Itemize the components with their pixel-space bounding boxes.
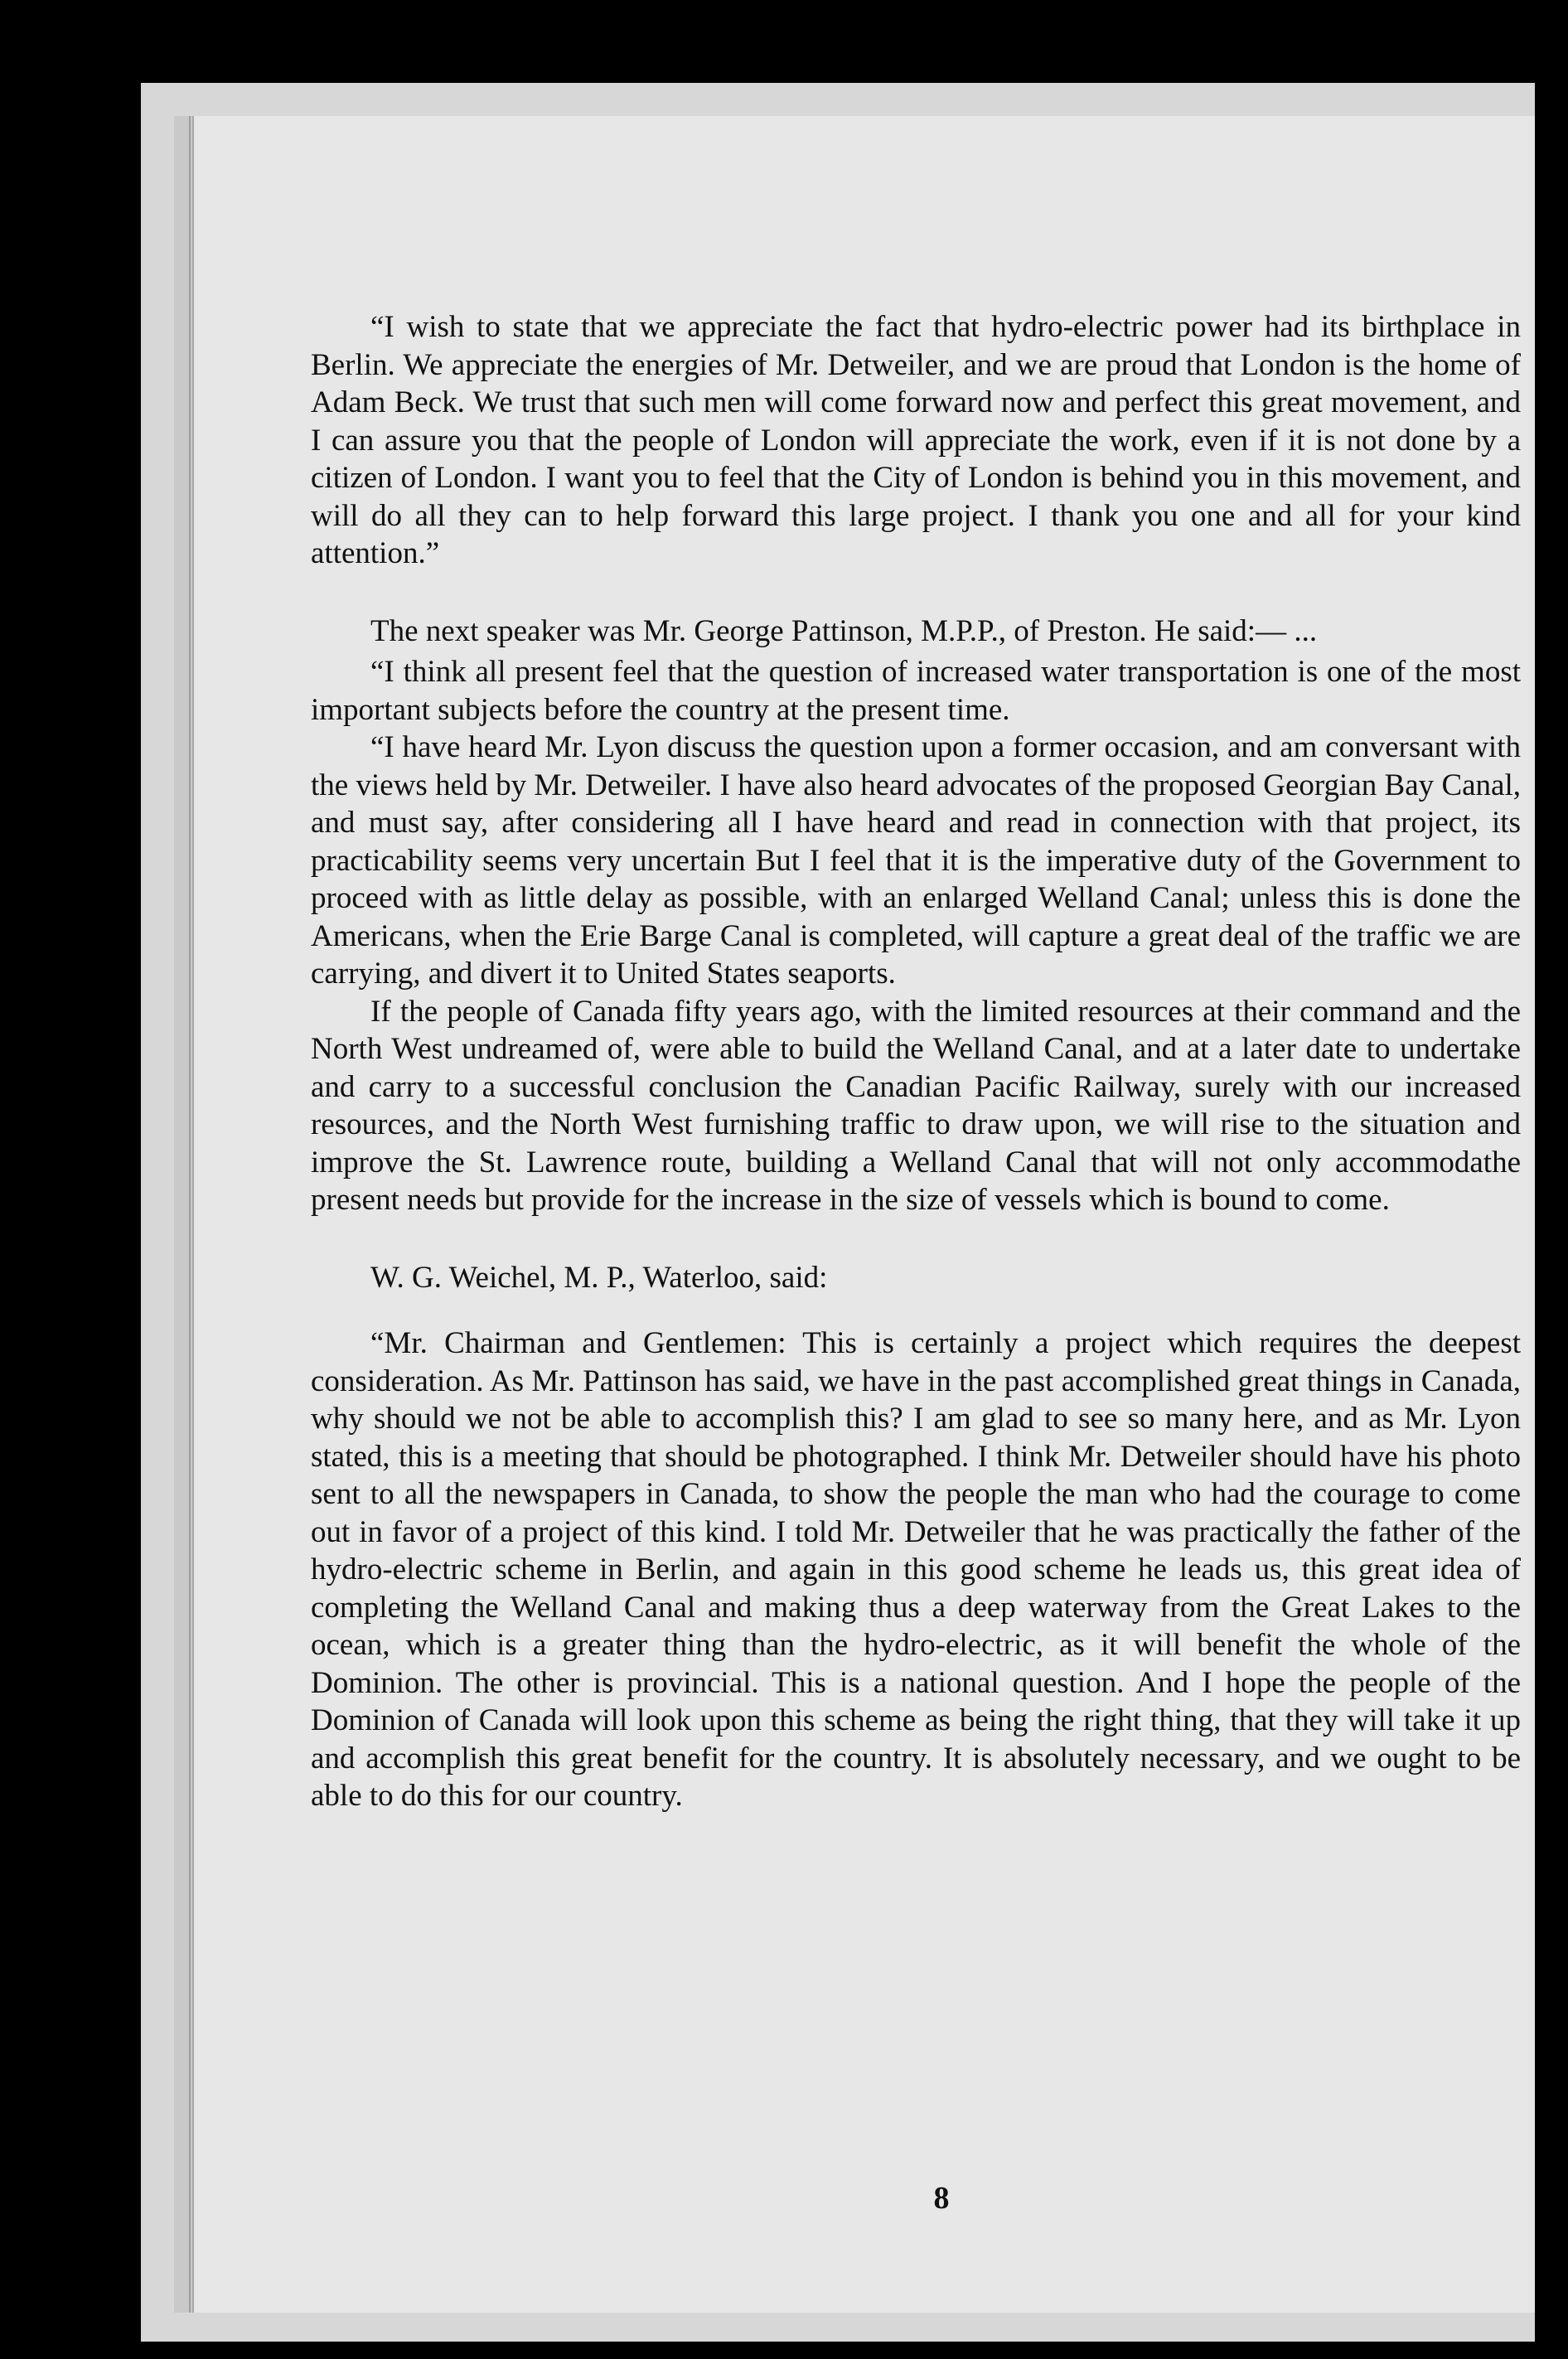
- document-body: [311, 308, 1521, 1815]
- quote-paragraph-weichel: “Mr. Chairman and Gentlemen: This is certainly a project which requires the deepest consideration. As Mr. Pattinson has said, we have in the past accomplished great things in Canada, why should we not be able to accomplish this? I am glad to see so many here, and as Mr. Lyon stated, this is a meeting that should be photographed. I think Mr. Detweiler should have his photo sent to all the newspapers in Canada, to show the people the man who had the courage to come out in favor of a project of this kind. I told Mr. Detweiler that he was practically the father of the hydro-electric scheme in Berlin, and again in this good scheme he leads us, this great idea of completing the Welland Canal and making thus a deep waterway from the Great Lakes to the ocean, which is a greater thing than the hydro-electric, as it will benefit the whole of the Dominion. The other is provincial. This is a national question. And I hope the people of the Dominion of Canada will look upon this scheme as being the right thing, that they will take it up and accomplish this great benefit for the country. It is absolutely necessary, and we ought to be able to do this for our country.: [311, 1326, 1521, 1813]
- speaker-introduction-weichel: W. G. Weichel, M. P., Waterloo, said:: [370, 1260, 828, 1295]
- quote-paragraph-london: “I wish to state that we appreciate the fact that hydro-electric power had its birthplace in Berlin. We appreciate the energies of Mr. Detweiler, and we are proud that London is the home of Adam Beck. We trust that such men will come forward now and perfect this great movement, and I can assure you that the people of London will appreciate the work, even if it is not done by a citizen of London. I want you to feel that the City of London is behind you in this movement, and will do all they can to help forward this large project. I thank you one and all for your kind attention.”: [311, 310, 1521, 570]
- speaker-introduction-pattinson: The next speaker was Mr. George Pattinson, M.P.P., of Preston. He said:— ...: [370, 613, 1318, 648]
- quote-paragraph-water-transportation: “I think all present feel that the question of increased water transportation is one of the most important subjects before the country at the present time.: [311, 655, 1521, 727]
- quote-paragraph-welland-canal: “I have heard Mr. Lyon discuss the question upon a former occasion, and am conversant with the views held by Mr. Detweiler. I have also heard advocates of the proposed Georgian Bay Canal, and must say, after considering all I have heard and read in connection with that project, its practicability seems very uncertain But I feel that it is the imperative duty of the Government to proceed with as little delay as possible, with an enlarged Welland Canal; unless this is done the Americans, when the Erie Barge Canal is completed, will capture a great deal of the traffic we are carrying, and divert it to United States seaports.: [311, 730, 1521, 991]
- quote-paragraph-canada-resources: If the people of Canada fifty years ago, with the limited resources at their command and the North West undreamed of, were able to build the Welland Canal, and at a later date to undertake and carry to a successful conclusion the Canadian Pacific Railway, surely with our increased resources, and the North West furnishing traffic to draw upon, we will rise to the situation and improve the St. Lawrence route, building a Welland Canal that will not only accommodathe present needs but provide for the increase in the size of vessels which is bound to come.: [311, 994, 1521, 1217]
- page-number: 8: [933, 2181, 950, 2216]
